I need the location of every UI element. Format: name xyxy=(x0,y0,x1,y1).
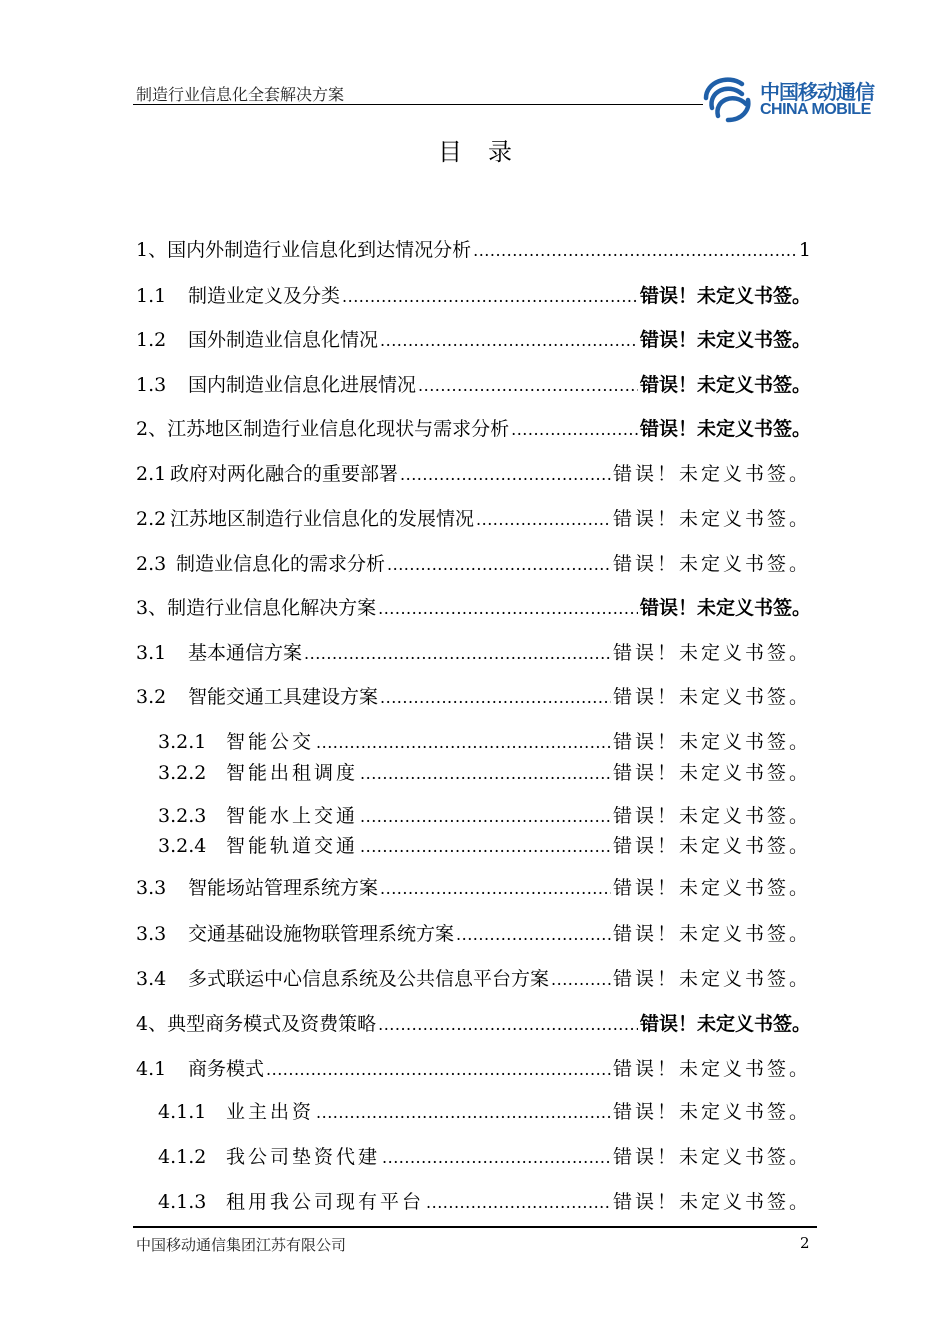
toc-leader-dots xyxy=(316,1103,611,1122)
toc-entry[interactable] xyxy=(158,801,811,829)
toc-entry-number: 3.2.1 xyxy=(158,731,207,753)
toc-entry[interactable] xyxy=(136,235,811,263)
toc-entry-page: 错误！未定义书签。 xyxy=(612,835,811,857)
toc-entry-number: 2、 xyxy=(136,418,168,440)
toc-entry[interactable] xyxy=(136,964,811,992)
toc-entry[interactable] xyxy=(158,1187,811,1215)
toc-entry-title: 智能交通工具建设方案 xyxy=(188,686,379,708)
toc-leader-dots xyxy=(380,688,611,707)
toc-entry[interactable] xyxy=(136,370,811,398)
toc-entry-title: 国内外制造行业信息化到达情况分析 xyxy=(167,239,472,261)
toc-entry[interactable] xyxy=(158,1097,811,1125)
toc-entry-number: 2.2 xyxy=(136,508,167,530)
toc-entry-number: 3.2.2 xyxy=(158,762,207,784)
toc-leader-dots xyxy=(316,733,611,752)
toc-entry-page: 错误！未定义书签。 xyxy=(639,1013,811,1035)
toc-entry-number: 4、 xyxy=(136,1013,168,1035)
toc-leader-dots xyxy=(456,925,611,944)
toc-entry-title: 江苏地区制造行业信息化现状与需求分析 xyxy=(167,418,510,440)
toc-entry-number: 1、 xyxy=(136,239,168,261)
toc-entry[interactable] xyxy=(136,919,811,947)
footer-company: 中国移动通信集团江苏有限公司 xyxy=(136,1236,347,1254)
toc-entry-title: 智能轨道交通 xyxy=(226,835,359,857)
toc-entry-title: 交通基础设施物联管理系统方案 xyxy=(188,923,455,945)
toc-entry[interactable] xyxy=(136,459,811,487)
toc-leader-dots xyxy=(304,644,611,663)
toc-entry[interactable] xyxy=(158,727,811,755)
toc-entry-title: 我公司垫资代建 xyxy=(226,1146,381,1168)
toc-entry-page: 错误！未定义书签。 xyxy=(639,329,811,351)
toc-entry-title: 业主出资 xyxy=(226,1101,315,1123)
toc-entry-title: 国外制造业信息化情况 xyxy=(188,329,379,351)
toc-leader-dots xyxy=(476,510,611,529)
toc-entry-page: 错误！未定义书签。 xyxy=(612,1146,811,1168)
toc-entry[interactable] xyxy=(158,831,811,859)
toc-leader-dots xyxy=(426,1193,611,1212)
toc-entry-title: 制造业定义及分类 xyxy=(188,285,341,307)
toc-entry-title: 典型商务模式及资费策略 xyxy=(167,1013,377,1035)
toc-entry-number: 4.1.3 xyxy=(158,1191,207,1213)
toc-entry-title: 制造行业信息化解决方案 xyxy=(167,597,377,619)
toc-entry[interactable] xyxy=(136,873,811,901)
toc-entry[interactable] xyxy=(136,1009,811,1037)
toc-entry-number: 2.1 xyxy=(136,463,167,485)
toc-entry-title: 江苏地区制造行业信息化的发展情况 xyxy=(170,508,475,530)
toc-entry-page: 错误！未定义书签。 xyxy=(639,597,811,619)
toc-entry-page: 错误！未定义书签。 xyxy=(612,877,811,899)
china-mobile-logo xyxy=(698,70,898,126)
toc-entry-number: 3.2 xyxy=(136,686,167,708)
logo-english-text: CHINA MOBILE xyxy=(760,101,871,118)
toc-entry-page: 错误！未定义书签。 xyxy=(612,1058,811,1080)
toc-leader-dots xyxy=(400,465,611,484)
toc-entry-page: 1 xyxy=(798,239,811,261)
toc-entry-number: 3.1 xyxy=(136,642,167,664)
toc-entry-page: 错误！未定义书签。 xyxy=(639,285,811,307)
footer-rule xyxy=(133,1226,817,1228)
toc-heading: 目录 xyxy=(438,138,538,166)
toc-leader-dots xyxy=(342,287,638,306)
toc-entry-page: 错误！未定义书签。 xyxy=(612,762,811,784)
toc-entry-title: 智能水上交通 xyxy=(226,805,359,827)
toc-entry-number: 4.1 xyxy=(136,1058,167,1080)
toc-entry-page: 错误！未定义书签。 xyxy=(612,1101,811,1123)
toc-entry-page: 错误！未定义书签。 xyxy=(612,463,811,485)
toc-entry[interactable] xyxy=(136,281,811,309)
toc-entry-page: 错误！未定义书签。 xyxy=(612,731,811,753)
toc-entry[interactable] xyxy=(136,325,811,353)
toc-entry-number: 3.3 xyxy=(136,877,167,899)
toc-entry[interactable] xyxy=(158,758,811,786)
header-rule xyxy=(133,104,703,105)
toc-leader-dots xyxy=(360,807,611,826)
toc-entry[interactable] xyxy=(136,682,811,710)
toc-entry-number: 1.2 xyxy=(136,329,167,351)
toc-entry[interactable] xyxy=(136,593,811,621)
header-title: 制造行业信息化全套解决方案 xyxy=(136,85,345,104)
toc-entry-title: 制造业信息化的需求分析 xyxy=(176,553,386,575)
toc-leader-dots xyxy=(551,970,611,989)
toc-entry-title: 政府对两化融合的重要部署 xyxy=(170,463,399,485)
toc-leader-dots xyxy=(360,764,611,783)
toc-entry-page: 错误！未定义书签。 xyxy=(612,1191,811,1213)
toc-entry-title: 智能出租调度 xyxy=(226,762,359,784)
toc-entry-page: 错误！未定义书签。 xyxy=(612,686,811,708)
toc-entry-title: 多式联运中心信息系统及公共信息平台方案 xyxy=(188,968,550,990)
toc-leader-dots xyxy=(266,1060,611,1079)
toc-entry[interactable] xyxy=(136,638,811,666)
toc-entry-number: 4.1.2 xyxy=(158,1146,207,1168)
toc-entry-number: 3.4 xyxy=(136,968,167,990)
toc-entry-number: 4.1.1 xyxy=(158,1101,207,1123)
toc-entry-number: 3.2.4 xyxy=(158,835,207,857)
toc-leader-dots xyxy=(360,837,611,856)
toc-entry-title: 智能场站管理系统方案 xyxy=(188,877,379,899)
toc-entry[interactable] xyxy=(136,1054,811,1082)
toc-entry-title: 商务模式 xyxy=(188,1058,265,1080)
toc-entry-number: 3.3 xyxy=(136,923,167,945)
toc-entry-number: 3.2.3 xyxy=(158,805,207,827)
toc-entry-page: 错误！未定义书签。 xyxy=(612,968,811,990)
toc-leader-dots xyxy=(380,879,611,898)
toc-entry[interactable] xyxy=(136,414,811,442)
toc-entry-page: 错误！未定义书签。 xyxy=(639,374,811,396)
toc-entry-page: 错误！未定义书签。 xyxy=(639,418,811,440)
footer-page-number: 2 xyxy=(800,1234,810,1252)
toc-entry-title: 租用我公司现有平台 xyxy=(226,1191,425,1213)
toc-entry-number: 3、 xyxy=(136,597,168,619)
toc-entry-title: 国内制造业信息化进展情况 xyxy=(188,374,417,396)
toc-entry-number: 1.3 xyxy=(136,374,167,396)
toc-leader-dots xyxy=(473,241,797,260)
toc-entry-page: 错误！未定义书签。 xyxy=(612,923,811,945)
toc-leader-dots xyxy=(380,331,638,350)
toc-entry-title: 智能公交 xyxy=(226,731,315,753)
toc-leader-dots xyxy=(378,1015,638,1034)
toc-entry-number: 2.3 xyxy=(136,553,167,575)
toc-entry-page: 错误！未定义书签。 xyxy=(612,553,811,575)
toc-leader-dots xyxy=(378,599,638,618)
toc-entry-number: 1.1 xyxy=(136,285,167,307)
toc-entry-title: 基本通信方案 xyxy=(188,642,303,664)
toc-entry[interactable] xyxy=(136,549,811,577)
toc-entry-page: 错误！未定义书签。 xyxy=(612,642,811,664)
toc-entry[interactable] xyxy=(158,1142,811,1170)
logo-chinese-text: 中国移动通信 xyxy=(760,80,874,104)
toc-entry[interactable] xyxy=(136,504,811,532)
toc-entry-page: 错误！未定义书签。 xyxy=(612,805,811,827)
toc-leader-dots xyxy=(387,555,611,574)
toc-leader-dots xyxy=(382,1148,611,1167)
toc-leader-dots xyxy=(511,420,638,439)
toc-leader-dots xyxy=(418,376,638,395)
toc-entry-page: 错误！未定义书签。 xyxy=(612,508,811,530)
china-mobile-logo-icon xyxy=(698,70,756,126)
